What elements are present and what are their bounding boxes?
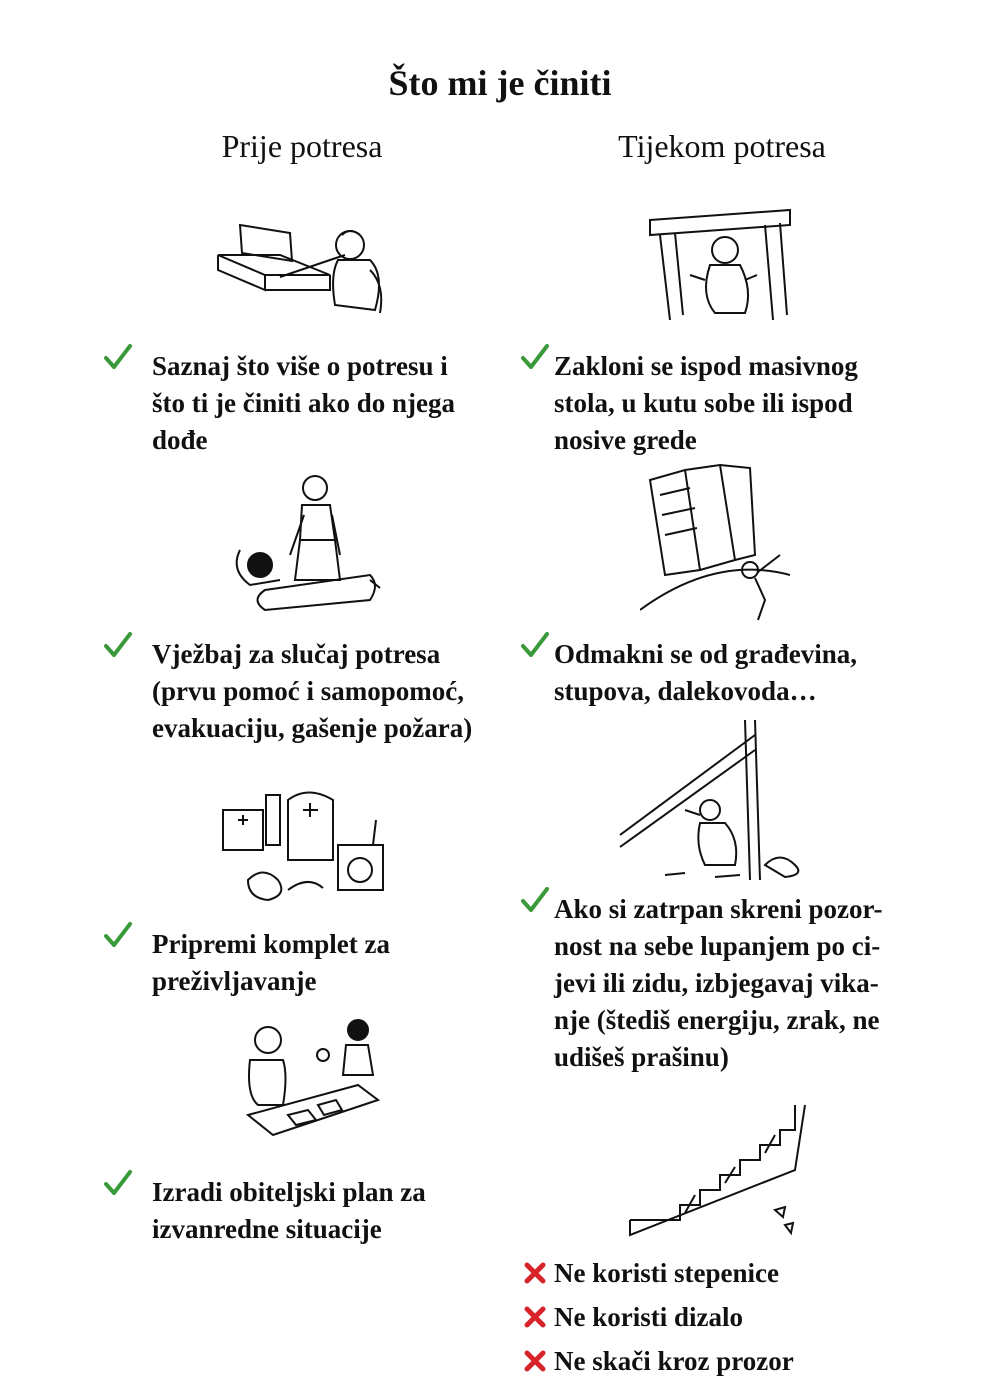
check-icon	[103, 630, 133, 660]
tip-take-cover: Zakloni se ispod masivnog stola, u kutu sobe ili ispod nosive grede	[554, 351, 858, 455]
check-icon	[103, 342, 133, 372]
tip-family-emergency-plan: Izradi obiteljski plan za izvanredne situacije	[152, 1177, 426, 1244]
hiding-under-table-illustration	[645, 205, 795, 325]
tip-move-away-from-buildings: Odmakni se od građevina, stupova, dalekovoda…	[554, 639, 858, 706]
dont-jump-out-window: Ne skači kroz prozor	[554, 1346, 794, 1376]
tip-learn-about-earthquakes: Saznaj što više o potresu i što ti je činiti ako do njega dođe	[152, 351, 455, 455]
tip-prepare-survival-kit: Pripremi komplet za preživljavanje	[152, 929, 390, 996]
family-planning-illustration	[238, 1015, 388, 1140]
check-icon	[520, 630, 550, 660]
dont-use-elevator: Ne koristi dizalo	[554, 1302, 743, 1332]
person-at-computer-illustration	[210, 215, 390, 315]
check-icon	[103, 1168, 133, 1198]
cross-icon	[524, 1262, 546, 1284]
check-icon	[103, 920, 133, 950]
cross-icon	[524, 1350, 546, 1372]
first-aid-practice-illustration	[220, 470, 385, 620]
column-heading-before: Prije potresa	[221, 128, 383, 164]
column-heading-during: Tijekom potresa	[618, 128, 826, 164]
cross-icon	[524, 1306, 546, 1328]
page-title: Što mi je činiti	[388, 63, 612, 103]
staircase-illustration	[625, 1095, 810, 1240]
tip-if-trapped: Ako si zatrpan skreni pozor- nost na sebe lupanjem po ci- jevi ili zidu, izbjegavaj vika- nje (štediš energiju, zrak, ne udišeš prašinu)	[554, 894, 883, 1072]
tip-practice-for-earthquake: Vježbaj za slučaj potresa (prvu pomoć i samopomoć, evakuaciju, gašenje požara)	[152, 639, 473, 743]
check-icon	[520, 885, 550, 915]
check-icon	[520, 342, 550, 372]
survival-kit-illustration	[218, 780, 388, 910]
dont-use-stairs: Ne koristi stepenice	[554, 1258, 779, 1288]
trapped-person-illustration	[615, 715, 815, 885]
stay-away-from-buildings-illustration	[640, 460, 790, 625]
